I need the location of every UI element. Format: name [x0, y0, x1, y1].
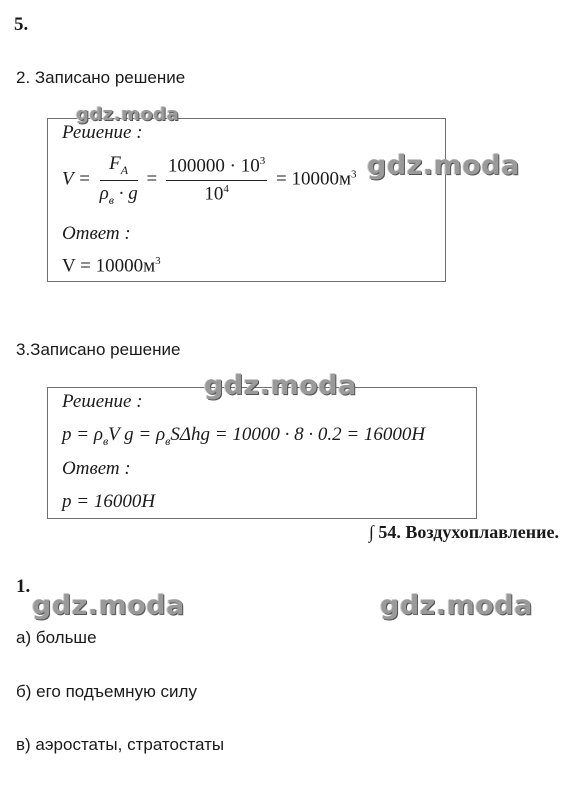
task2-answer-text: V = 10000м [62, 255, 156, 277]
task2-frac2-den: 10 [204, 183, 224, 205]
task2-frac1-num-sub: A [120, 162, 129, 177]
task2-fraction-1 [100, 153, 138, 208]
task2-otvet-label: Ответ : [62, 223, 131, 244]
task2-frac2-num: 100000 · 10 [167, 155, 260, 177]
task3-answer: p = 16000H [62, 491, 156, 512]
task2-frac1-num: F [109, 153, 121, 174]
task2-frac1-den: ρ [99, 182, 109, 204]
watermark: gdz.moda [367, 150, 520, 181]
task3-formula [62, 424, 425, 449]
task3-formula-part1: p = ρ [62, 424, 103, 445]
task3-formula-part2: V g = ρ [108, 424, 166, 445]
task2-frac2-num-sup: 3 [259, 155, 266, 168]
task2-eq1: = [146, 168, 158, 190]
task2-result: = 10000м [275, 168, 351, 190]
task2-formula [62, 153, 356, 208]
q1-answer-b: б) его подъемную силу [16, 682, 197, 701]
task2-frac2-den-sup: 4 [223, 182, 229, 195]
task3-formula-sub1: в [102, 433, 109, 448]
section-title: ∫ 54. Воздухоплавление. [368, 522, 559, 542]
q1-answer-c: в) аэростаты, стратостаты [16, 735, 225, 754]
watermark: gdz.moda [204, 370, 357, 401]
task3-otvet-label: Ответ : [62, 458, 131, 479]
q1-answer-a: а) больше [16, 628, 97, 647]
task2-solution-box [47, 118, 446, 282]
top-number: 5. [14, 14, 29, 35]
task2-frac1-den-rest: · g [113, 182, 138, 204]
task2-frac1-den-sub: в [108, 192, 114, 207]
task3-heading: 3.Записано решение [16, 340, 181, 359]
task3-solution-box [47, 387, 477, 519]
watermark: gdz.moda [32, 590, 185, 621]
task2-answer [62, 255, 161, 277]
task3-formula-sub2: в [165, 433, 171, 448]
task2-reshenie-label: Решение : [62, 122, 143, 143]
q1-number: 1. [16, 576, 31, 597]
watermark: gdz.moda [76, 104, 180, 125]
watermark: gdz.moda [380, 590, 533, 621]
task3-formula-part3: SΔhg = 10000 · 8 · 0.2 = 16000H [170, 424, 426, 445]
task2-result-sup: 3 [350, 168, 357, 181]
task2-heading: 2. Записано решение [16, 68, 186, 87]
task3-reshenie-label: Решение : [62, 391, 143, 412]
task2-formula-lhs: V = [62, 168, 91, 190]
task2-fraction-2 [166, 155, 267, 205]
task2-answer-sup: 3 [155, 255, 161, 267]
